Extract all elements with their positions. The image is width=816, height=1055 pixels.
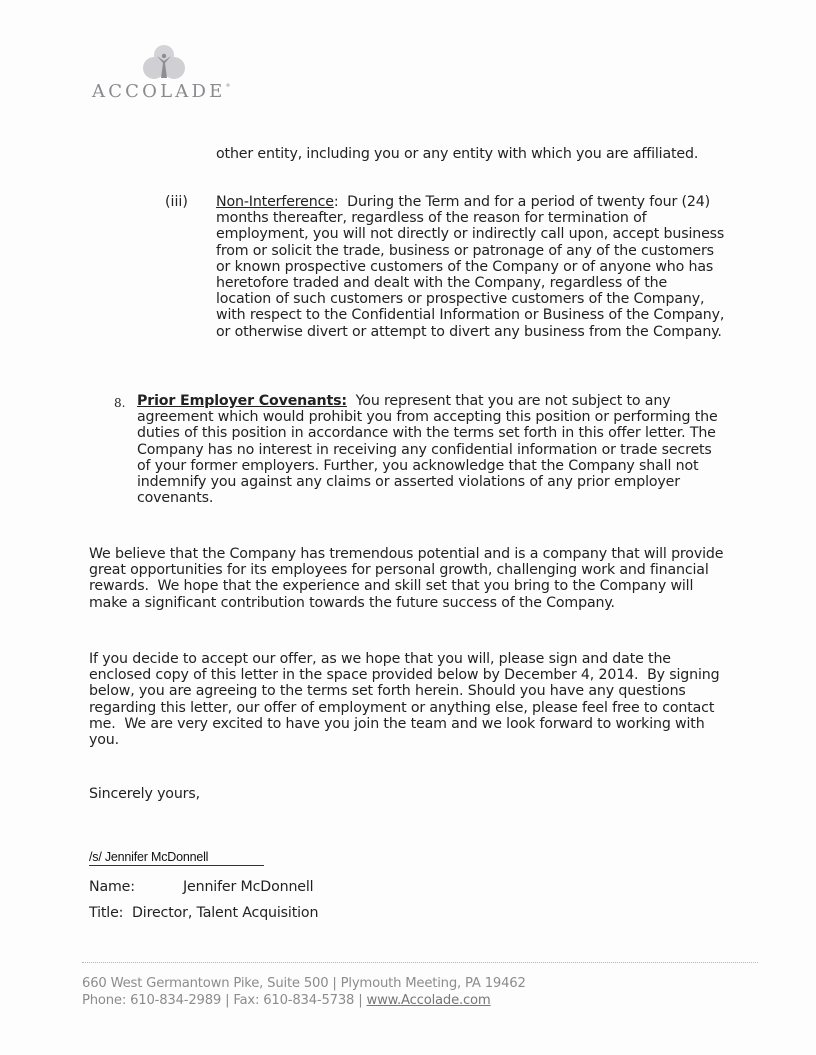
paragraph-company-potential: We believe that the Company has tremendous potential and is a company that will provide great opportunities for its employees for personal growth, challenging work and financial rewards. We hope that the experience and skill set that you bring to the Company will make a significant contribution towards the future success of the Company. (89, 546, 728, 611)
footer-address: 660 West Germantown Pike, Suite 500 | Plymouth Meeting, PA 19462 (82, 976, 526, 991)
footer-phone-fax: Phone: 610-834-2989 | Fax: 610-834-5738 | (82, 993, 367, 1008)
accolade-figure-circles-icon (140, 44, 188, 82)
footer-divider (82, 962, 758, 963)
signer-title: Director, Talent Acquisition (132, 905, 319, 921)
section-8-prior-employer-covenants (137, 393, 727, 506)
signer-name: Jennifer McDonnell (183, 879, 314, 895)
company-name: ACCOLADE (92, 81, 226, 102)
title-label: Title: (89, 905, 124, 921)
paragraph-accept-offer: If you decide to accept our offer, as we hope that you will, please sign and date the enclosed copy of this letter in the space provided below by December 4, 2014. By signing below, you are agreeing to the terms set forth herein. Should you have any questions regarding this letter, our offer of employment or anything else, please feel free to contact me. We are very excited to have you join the team and we look forward to working with you. (89, 651, 724, 749)
signature-line: /s/ Jennifer McDonnell (89, 850, 264, 866)
section-8-number: 8. (114, 396, 126, 410)
trademark-symbol: ® (225, 83, 231, 89)
clause-iii-heading: Non-Interference (216, 194, 334, 210)
section-8-heading: Prior Employer Covenants: (137, 393, 347, 409)
closing-salutation: Sincerely yours, (89, 786, 200, 802)
clause-iii-non-interference (216, 194, 729, 340)
company-wordmark (92, 81, 230, 102)
footer-website-link[interactable]: www.Accolade.com (366, 993, 491, 1008)
signer-name-row (89, 879, 313, 895)
footer-contact (82, 992, 526, 1009)
clause-iii-continuation: other entity, including you or any entity with which you are affiliated. (216, 146, 699, 162)
clause-iii-label: (iii) (165, 194, 188, 210)
company-logo (92, 44, 252, 104)
section-8-body: You represent that you are not subject to any agreement which would prohibit you from accepting this position or performing the duties of this position in accordance with the terms set forth in this offer letter. The Company has no interest in receiving any confidential information or trade secrets of your former employers. Further, you acknowledge that the Company shall not indemnify you against any claims or asserted violations of any prior employer covenants. (137, 393, 722, 507)
clause-iii-colon: : (333, 194, 339, 210)
name-label: Name: (89, 879, 135, 895)
clause-iii-body: During the Term and for a period of twenty four (24) months thereafter, regardless of the reason for termination of employment, you will not directly or indirectly call upon, accept business from or solicit the trade, business or patronage of any of the customers or known prospective customers of the Company or of anyone who has heretofore traded and dealt with the Company, regardless of the location of such customers or prospective customers of the Company, with respect to the Confidential Information or Business of the Company, or otherwise divert or attempt to divert any business from the Company. (216, 194, 729, 340)
signer-title-row (89, 905, 318, 921)
letterhead-footer (82, 975, 526, 1009)
